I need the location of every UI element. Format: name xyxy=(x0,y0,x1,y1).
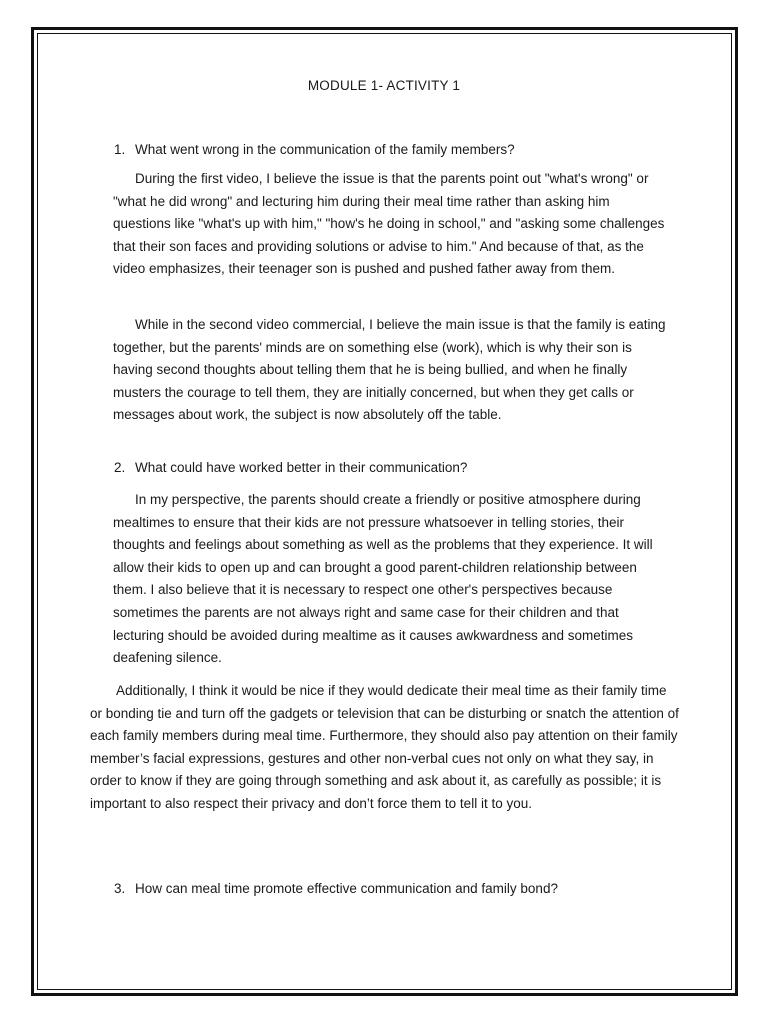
answer-1-paragraph-2: While in the second video commercial, I believe the main issue is that the family is eating together, but the parents' minds are on something else (work), which is why their son is having second thoughts about telling them that he is being bullied, and when he finally musters the courage to tell them, they are initially concerned, but when they get calls or messages about work, the subject is now absolutely off the table. xyxy=(113,317,666,423)
question-3 xyxy=(114,878,674,901)
question-3-text: How can meal time promote effective communication and family bond? xyxy=(135,881,558,896)
question-1-number: 1. xyxy=(114,142,126,157)
question-1-text: What went wrong in the communication of the family members? xyxy=(135,142,515,157)
question-2 xyxy=(114,457,674,480)
answer-2-additional-paragraph: Additionally, I think it would be nice if they would dedicate their meal time as their family time or bonding tie and turn off the gadgets or television that can be disturbing or snatch the attention of each family members during meal time. Furthermore, they should also pay attention on their family member’s facial expressions, gestures and other non-verbal cues not only on what they say, in order to know if they are going through something and ask about it, as carefully as possible; it is important to also respect their privacy and don’t force them to tell it to you. xyxy=(90,683,679,811)
answer-1-paragraph-1: During the first video, I believe the issue is that the parents point out "what's wrong" or "what he did wrong" and lecturing him during their meal time rather than asking him questions like "what's up with him," "how's he doing in school," and "asking some challenges that their son faces and providing solutions or advise to him." And because of that, as the video emphasizes, their teenager son is pushed and pushed father away from them. xyxy=(113,171,665,277)
document-title: MODULE 1- ACTIVITY 1 xyxy=(307,78,461,93)
question-1 xyxy=(114,139,674,162)
answer-2-paragraph-1: In my perspective, the parents should create a friendly or positive atmosphere during mealtimes to ensure that their kids are not pressure whatsoever in telling stories, their thoughts and feelings about something as well as the problems that they experience. It will allow their kids to open up and can brought a good parent-children relationship between them. I also believe that it is necessary to respect one other's perspectives because sometimes the parents are not always right and same case for their children and that lecturing should be avoided during mealtime as it causes awkwardness and sometimes deafening silence. xyxy=(113,492,653,666)
question-2-number: 2. xyxy=(114,460,126,475)
question-2-text: What could have worked better in their communication? xyxy=(135,460,468,475)
question-3-number: 3. xyxy=(114,881,126,896)
